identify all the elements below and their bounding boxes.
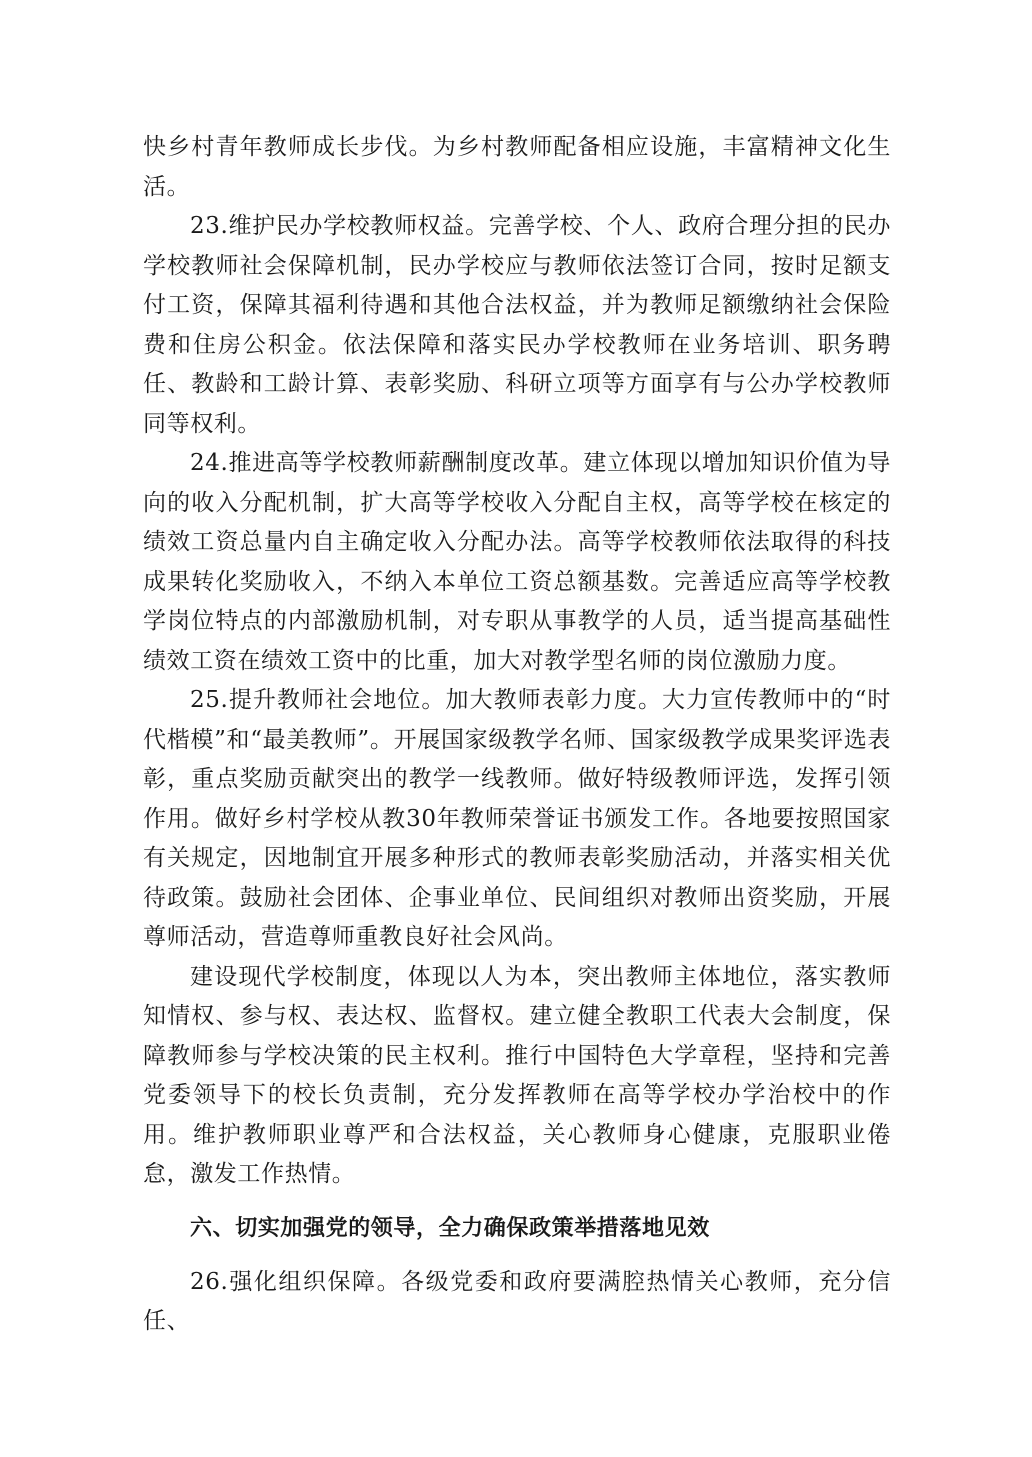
paragraph-item-23: 23.维护民办学校教师权益。完善学校、个人、政府合理分担的民办学校教师社会保障机制，民办学校应与教师依法签订合同，按时足额支付工资，保障其福利待遇和其他合法权益，并为教师足额缴纳社会保险费和住房公积金。依法保障和落实民办学校教师在业务培训、职务聘任、教龄和工龄计算、表彰奖励、科研立项等方面享有与公办学校教师同等权利。 bbox=[143, 213, 891, 437]
document-body bbox=[143, 128, 891, 1342]
paragraph-item-24: 24.推进高等学校教师薪酬制度改革。建立体现以增加知识价值为导向的收入分配机制，扩大高等学校收入分配自主权，高等学校在核定的绩效工资总量内自主确定收入分配办法。高等学校教师依法取得的科技成果转化奖励收入，不纳入本单位工资总额基数。完善适应高等学校教学岗位特点的内部激励机制，对专职从事教学的人员，适当提高基础性绩效工资在绩效工资中的比重，加大对教学型名师的岗位激励力度。 bbox=[143, 450, 891, 674]
paragraph-continuation: 快乡村青年教师成长步伐。为乡村教师配备相应设施，丰富精神文化生活。 bbox=[143, 134, 891, 200]
section-heading: 六、切实加强党的领导，全力确保政策举措落地见效 bbox=[190, 1215, 710, 1241]
paragraph-school-system: 建设现代学校制度，体现以人为本，突出教师主体地位，落实教师知情权、参与权、表达权、监督权。建立健全教职工代表大会制度，保障教师参与学校决策的民主权利。推行中国特色大学章程，坚持和完善党委领导下的校长负责制，充分发挥教师在高等学校办学治校中的作用。维护教师职业尊严和合法权益，关心教师身心健康，克服职业倦怠，激发工作热情。 bbox=[143, 963, 891, 1187]
paragraph-item-25: 25.提升教师社会地位。加大教师表彰力度。大力宣传教师中的“时代楷模”和“最美教师”。开展国家级教学名师、国家级教学成果奖评选表彰，重点奖励贡献突出的教学一线教师。做好特级教师评选，发挥引领作用。做好乡村学校从教30年教师荣誉证书颁发工作。各地要按照国家有关规定，因地制宜开展多种形式的教师表彰奖励活动，并落实相关优待政策。鼓励社会团体、企事业单位、民间组织对教师出资奖励，开展尊师活动，营造尊师重教良好社会风尚。 bbox=[143, 687, 891, 950]
paragraph-item-26: 26.强化组织保障。各级党委和政府要满腔热情关心教师，充分信任、 bbox=[143, 1268, 891, 1334]
